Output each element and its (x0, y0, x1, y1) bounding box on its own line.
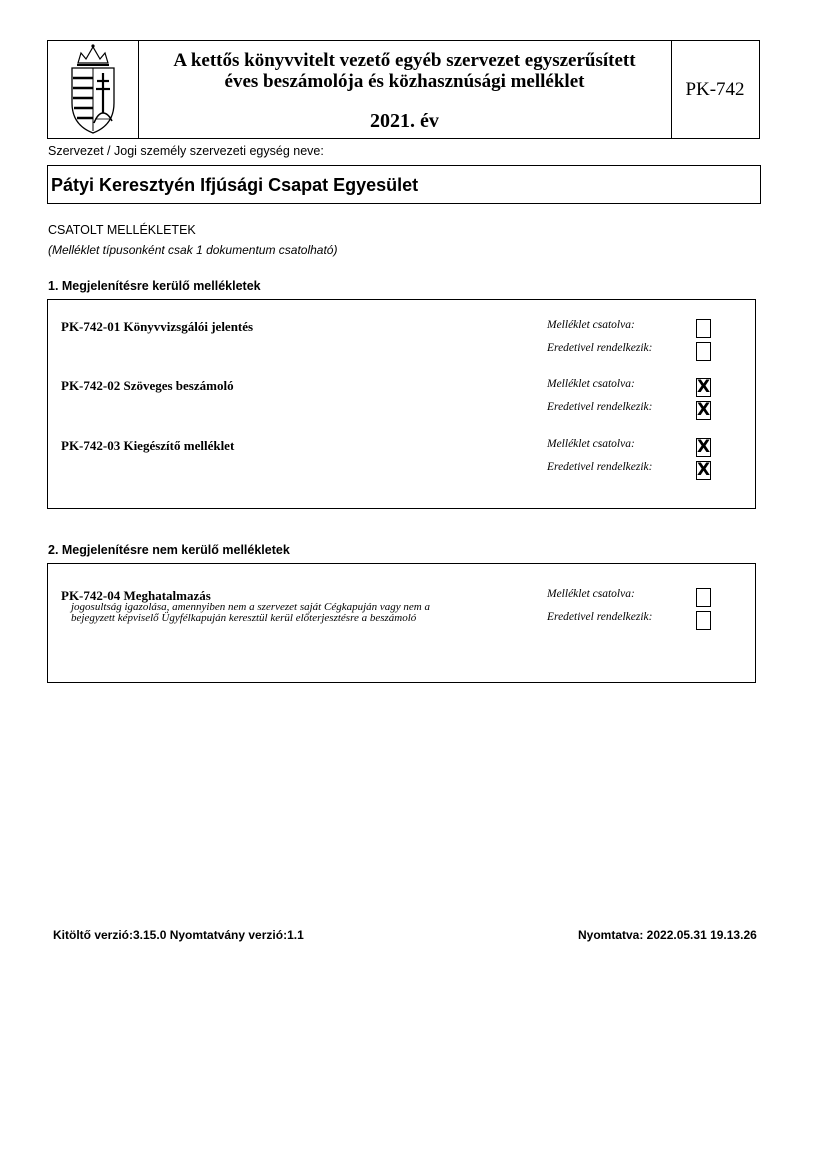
section-1-panel (47, 299, 756, 509)
attachments-note: (Melléklet típusonként csak 1 dokumentum csatolható) (48, 243, 338, 257)
original-checkbox[interactable]: X (697, 400, 711, 420)
original-checkbox[interactable]: X (697, 460, 711, 480)
attachment-row-pk-742-01 (48, 319, 755, 367)
attachment-description: jogosultság igazolása, amennyiben nem a szervezet saját Cégkapuján vagy nem a bejegyzett képviselő Ügyfélkapuján keresztül kerül előterjesztésre a beszámoló (71, 601, 430, 624)
original-label: Eredetivel rendelkezik: (547, 611, 653, 623)
original-checkbox[interactable] (696, 611, 711, 630)
original-label: Eredetivel rendelkezik: (547, 342, 653, 354)
form-code: PK-742 (685, 78, 745, 100)
attachment-name: PK-742-02 Szöveges beszámoló (61, 378, 234, 393)
original-checkbox[interactable] (696, 342, 711, 361)
attached-label: Melléklet csatolva: (547, 588, 635, 600)
attachment-name: PK-742-03 Kiegészítő melléklet (61, 438, 235, 453)
organization-label: Szervezet / Jogi személy szervezeti egység neve: (48, 144, 324, 158)
attachment-row-pk-742-02 (48, 378, 755, 426)
attachment-name: PK-742-01 Könyvvizsgálói jelentés (61, 319, 254, 334)
attached-checkbox[interactable]: X (697, 437, 711, 457)
section-1-heading: 1. Megjelenítésre kerülő mellékletek (48, 279, 261, 293)
attached-label: Melléklet csatolva: (547, 319, 635, 331)
section-2-panel (47, 563, 756, 683)
print-timestamp: Nyomtatva: 2022.05.31 19.13.26 (578, 928, 757, 942)
organization-name-field[interactable]: Pátyi Keresztyén Ifjúsági Csapat Egyesület (47, 165, 761, 204)
form-title-line-1: A kettős könyvvitelt vezető egyéb szervezet egyszerűsített (173, 50, 636, 71)
form-title-line-2: éves beszámolója és közhasznúsági melléklet (224, 71, 585, 92)
attached-checkbox[interactable] (696, 319, 711, 338)
form-year: 2021. év (370, 110, 439, 132)
attached-checkbox[interactable]: X (697, 377, 711, 397)
attached-label: Melléklet csatolva: (547, 378, 635, 390)
form-header (47, 40, 760, 139)
attachment-row-pk-742-04 (48, 588, 755, 648)
attachments-heading: CSATOLT MELLÉKLETEK (48, 223, 196, 237)
attached-checkbox[interactable] (696, 588, 711, 607)
version-info: Kitöltő verzió:3.15.0 Nyomtatvány verzió:1.1 (53, 928, 304, 942)
crest-cell (48, 41, 139, 138)
title-cell (138, 41, 672, 138)
original-label: Eredetivel rendelkezik: (547, 401, 653, 413)
coat-of-arms-icon (48, 41, 138, 138)
attachment-row-pk-742-03 (48, 438, 755, 486)
attached-label: Melléklet csatolva: (547, 438, 635, 450)
original-label: Eredetivel rendelkezik: (547, 461, 653, 473)
section-2-heading: 2. Megjelenítésre nem kerülő mellékletek (48, 543, 290, 557)
attachment-name: PK-742-04 Meghatalmazás (61, 588, 211, 603)
